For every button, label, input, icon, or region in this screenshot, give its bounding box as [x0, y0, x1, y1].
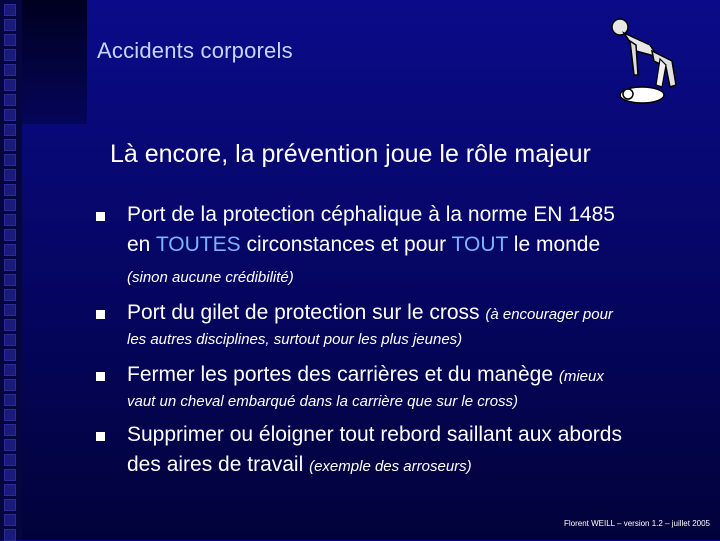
decorative-top-bar — [22, 0, 87, 124]
decorative-square — [4, 154, 16, 166]
decorative-square — [4, 229, 16, 241]
decorative-square — [4, 469, 16, 481]
decorative-square — [4, 349, 16, 361]
bullet-square-icon — [96, 372, 105, 381]
footer-credit: Florent WEILL – version 1.2 – juillet 2005 — [563, 519, 710, 528]
bullet-note: vaut un cheval embarqué dans la carrière que sur le cross) — [127, 393, 519, 410]
bullet-square-icon — [96, 310, 105, 319]
bullet-text: en TOUTES circonstances et pour TOUT le monde — [127, 233, 601, 256]
cpr-rescuer-icon — [600, 15, 690, 107]
decorative-square — [4, 304, 16, 316]
list-item — [96, 420, 706, 480]
header-title: Accidents corporels — [97, 38, 293, 63]
decorative-left-strip — [0, 0, 22, 540]
decorative-square — [4, 439, 16, 451]
decorative-square — [4, 139, 16, 151]
decorative-square — [4, 274, 16, 286]
decorative-square — [4, 499, 16, 511]
decorative-square — [4, 169, 16, 181]
bullet-list — [96, 200, 706, 480]
bullet-note: (sinon aucune crédibilité) — [127, 269, 294, 286]
decorative-square — [4, 319, 16, 331]
emphasis-text: TOUTES — [155, 233, 241, 256]
decorative-square — [4, 379, 16, 391]
decorative-square — [4, 64, 16, 76]
bullet-text: Supprimer ou éloigner tout rebord saillant aux abords — [127, 423, 622, 446]
bullet-text: Port de la protection céphalique à la norme EN 1485 — [127, 203, 615, 226]
decorative-square — [4, 259, 16, 271]
decorative-square — [4, 214, 16, 226]
decorative-square — [4, 124, 16, 136]
decorative-square — [4, 364, 16, 376]
main-heading: Là encore, la prévention joue le rôle majeur — [110, 140, 591, 168]
decorative-square — [4, 49, 16, 61]
bullet-square-icon — [96, 212, 105, 221]
decorative-square — [4, 484, 16, 496]
decorative-square — [4, 424, 16, 436]
decorative-square — [4, 454, 16, 466]
decorative-square — [4, 334, 16, 346]
bullet-text: Fermer les portes des carrières et du manège (mieux — [127, 363, 604, 386]
decorative-square — [4, 199, 16, 211]
decorative-square — [4, 19, 16, 31]
emphasis-text: TOUT — [451, 233, 508, 256]
decorative-square — [4, 514, 16, 526]
decorative-square — [4, 394, 16, 406]
decorative-square — [4, 79, 16, 91]
decorative-square — [4, 34, 16, 46]
decorative-square — [4, 529, 16, 541]
list-item — [96, 360, 706, 414]
decorative-square — [4, 184, 16, 196]
bullet-square-icon — [96, 432, 105, 441]
decorative-square — [4, 244, 16, 256]
decorative-square — [4, 289, 16, 301]
bullet-text: des aires de travail (exemple des arroseurs) — [127, 453, 472, 476]
decorative-square — [4, 109, 16, 121]
list-item — [96, 200, 706, 290]
list-item — [96, 298, 706, 352]
decorative-square — [4, 94, 16, 106]
bullet-note: les autres disciplines, surtout pour les plus jeunes) — [127, 331, 463, 348]
bullet-text: Port du gilet de protection sur le cross (à encourager pour — [127, 301, 613, 324]
decorative-square — [4, 4, 16, 16]
decorative-square — [4, 409, 16, 421]
